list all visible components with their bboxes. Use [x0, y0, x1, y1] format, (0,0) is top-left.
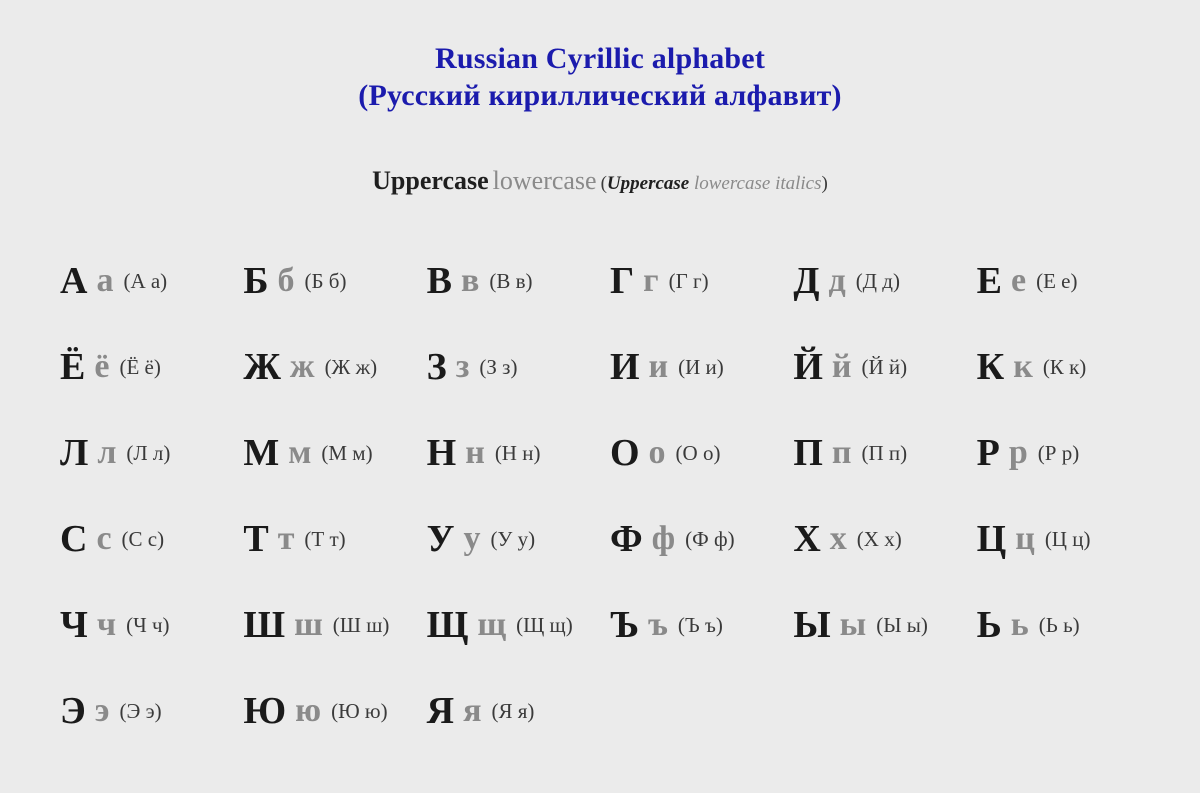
letter-italics: (З з)	[479, 354, 518, 379]
letter-uppercase: Й	[793, 346, 823, 388]
letter-cell	[600, 582, 783, 668]
letter-uppercase: Д	[793, 260, 820, 302]
letter-cell	[233, 324, 416, 410]
letter-lowercase: ц	[1015, 520, 1035, 557]
letter-italics: (Е е)	[1036, 268, 1078, 293]
letter-cell	[783, 238, 966, 324]
letter-uppercase: Ъ	[609, 604, 640, 646]
letter-uppercase: Ё	[60, 346, 86, 388]
letter-lowercase: о	[648, 434, 666, 471]
letter-lowercase: в	[461, 262, 480, 299]
letter-italics: (Ъ ъ)	[677, 612, 723, 637]
letter-cell	[233, 410, 416, 496]
letter-uppercase: Я	[426, 690, 455, 732]
legend-italic-uppercase-label: Uppercase	[606, 173, 690, 194]
letter-lowercase: н	[465, 434, 485, 471]
letter-lowercase: ю	[295, 692, 322, 729]
letter-cell	[967, 324, 1150, 410]
letter-lowercase: д	[828, 262, 846, 299]
letter-uppercase: С	[60, 518, 88, 560]
letter-uppercase: Ш	[243, 604, 286, 646]
letter-italics: (Ы ы)	[876, 612, 928, 637]
letter-lowercase: з	[455, 348, 470, 385]
letter-italics: (У у)	[490, 526, 536, 551]
letter-uppercase: У	[426, 518, 455, 560]
grid-filler	[783, 668, 966, 754]
letter-cell	[417, 410, 600, 496]
letter-italics: (А а)	[123, 268, 168, 293]
letter-italics: (Ю ю)	[331, 698, 388, 723]
page-title	[0, 0, 1200, 114]
letter-lowercase: х	[829, 520, 847, 557]
letter-italics: (Г г)	[668, 268, 709, 293]
letter-cell	[967, 410, 1150, 496]
letter-italics: (Щ щ)	[516, 612, 573, 637]
letter-cell	[233, 238, 416, 324]
letter-uppercase: Ь	[976, 604, 1002, 646]
letter-uppercase: Л	[60, 432, 89, 474]
letter-cell	[417, 668, 600, 754]
letter-lowercase: ь	[1010, 606, 1029, 643]
letter-cell	[417, 582, 600, 668]
letter-lowercase: ж	[289, 348, 315, 385]
letter-uppercase: А	[60, 260, 88, 302]
letter-uppercase: В	[426, 260, 453, 302]
letter-lowercase: ф	[651, 520, 676, 557]
letter-uppercase: З	[426, 346, 447, 388]
legend-paren-open: (	[600, 173, 607, 194]
letter-lowercase: р	[1008, 434, 1028, 471]
letter-cell	[600, 496, 783, 582]
letter-lowercase: г	[643, 262, 659, 299]
grid-filler	[600, 668, 783, 754]
letter-cell	[967, 496, 1150, 582]
letter-cell	[783, 582, 966, 668]
letter-uppercase: И	[609, 346, 640, 388]
letter-cell	[783, 324, 966, 410]
letter-uppercase: Х	[793, 518, 821, 560]
letter-italics: (П п)	[861, 440, 908, 465]
grid-filler	[967, 668, 1150, 754]
letter-italics: (Р р)	[1037, 440, 1080, 465]
legend	[0, 166, 1200, 196]
letter-lowercase: ч	[96, 606, 117, 643]
letter-cell	[50, 324, 233, 410]
letter-italics: (Б б)	[304, 268, 347, 293]
letter-italics: (Л л)	[126, 440, 171, 465]
letter-italics: (С с)	[121, 526, 165, 551]
letter-italics: (Ь ь)	[1038, 612, 1080, 637]
letter-cell	[233, 496, 416, 582]
letter-lowercase: щ	[477, 606, 507, 643]
letter-cell	[50, 496, 233, 582]
letter-lowercase: а	[96, 262, 114, 299]
letter-cell	[233, 582, 416, 668]
letter-cell	[417, 324, 600, 410]
letter-lowercase: й	[831, 348, 852, 385]
letter-lowercase: ш	[294, 606, 323, 643]
letter-cell	[233, 668, 416, 754]
title-line-english: Russian Cyrillic alphabet	[434, 42, 766, 75]
letter-uppercase: Е	[976, 260, 1003, 302]
letter-lowercase: у	[463, 520, 481, 557]
letter-lowercase: ё	[94, 348, 110, 385]
legend-italic-lowercase-label: lowercase italics	[693, 173, 822, 194]
letter-lowercase: п	[831, 434, 852, 471]
letter-italics: (Э э)	[119, 698, 162, 723]
letter-cell	[50, 582, 233, 668]
letter-italics: (Я я)	[491, 698, 535, 723]
letter-uppercase: Б	[243, 260, 269, 302]
legend-lowercase-label: lowercase	[492, 166, 597, 195]
letter-cell	[600, 410, 783, 496]
letter-italics: (Ш ш)	[332, 612, 390, 637]
letter-uppercase: Н	[426, 432, 457, 474]
letter-uppercase: О	[609, 432, 640, 474]
title-line-russian: (Русский кириллический алфавит)	[358, 79, 842, 112]
letter-cell	[600, 238, 783, 324]
letter-cell	[417, 238, 600, 324]
letter-uppercase: Ж	[243, 346, 281, 388]
letter-uppercase: Ф	[609, 518, 643, 560]
letter-cell	[967, 238, 1150, 324]
letter-lowercase: б	[277, 262, 295, 299]
letter-uppercase: Т	[243, 518, 269, 560]
letter-lowercase: э	[94, 692, 110, 729]
letter-cell	[967, 582, 1150, 668]
letter-italics: (Ф ф)	[685, 526, 735, 551]
letter-lowercase: т	[277, 520, 295, 557]
letter-italics: (Д д)	[855, 268, 900, 293]
letter-italics: (Ц ц)	[1044, 526, 1091, 551]
letter-lowercase: л	[97, 434, 117, 471]
alphabet-grid	[50, 238, 1150, 754]
letter-cell	[417, 496, 600, 582]
letter-italics: (М м)	[321, 440, 373, 465]
letter-italics: (Ч ч)	[126, 612, 170, 637]
letter-lowercase: я	[463, 692, 482, 729]
letter-cell	[50, 668, 233, 754]
letter-lowercase: и	[648, 348, 669, 385]
letter-lowercase: с	[96, 520, 112, 557]
letter-cell	[783, 410, 966, 496]
letter-italics: (Т т)	[304, 526, 346, 551]
letter-uppercase: М	[243, 432, 280, 474]
letter-italics: (В в)	[489, 268, 533, 293]
letter-italics: (Ж ж)	[324, 354, 378, 379]
letter-uppercase: Щ	[426, 604, 469, 646]
legend-paren-close: )	[821, 173, 828, 194]
letter-italics: (И и)	[678, 354, 724, 379]
letter-uppercase: Р	[976, 432, 1000, 474]
legend-uppercase-label: Uppercase	[372, 166, 489, 195]
letter-italics: (Ё ё)	[119, 354, 161, 379]
letter-lowercase: м	[288, 434, 312, 471]
letter-cell	[50, 410, 233, 496]
letter-italics: (Й й)	[861, 354, 908, 379]
letter-uppercase: Э	[60, 690, 86, 732]
letter-cell	[783, 496, 966, 582]
letter-cell	[50, 238, 233, 324]
letter-lowercase: ъ	[648, 606, 668, 643]
letter-uppercase: Ы	[793, 604, 831, 646]
letter-uppercase: Ц	[976, 518, 1007, 560]
letter-italics: (К к)	[1042, 354, 1087, 379]
letter-italics: (Х х)	[856, 526, 902, 551]
letter-italics: (Н н)	[494, 440, 541, 465]
letter-uppercase: К	[976, 346, 1005, 388]
letter-uppercase: П	[793, 432, 823, 474]
letter-cell	[600, 324, 783, 410]
letter-lowercase: к	[1013, 348, 1033, 385]
letter-uppercase: Г	[609, 260, 635, 302]
letter-lowercase: ы	[839, 606, 867, 643]
legend-italics-group	[601, 173, 828, 194]
letter-uppercase: Ю	[243, 690, 287, 732]
letter-lowercase: е	[1011, 262, 1027, 299]
letter-italics: (О о)	[675, 440, 721, 465]
letter-uppercase: Ч	[60, 604, 88, 646]
